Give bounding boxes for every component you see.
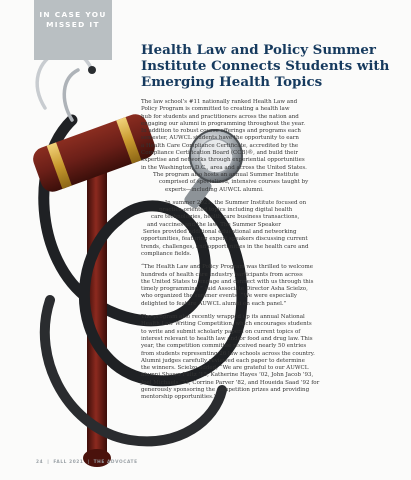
body-line: In summer 2021, the Summer Institute focused on <box>165 199 307 206</box>
body-line: mentorship opportunities.” <box>141 394 217 401</box>
section-tag <box>34 0 112 60</box>
body-line: care technologies, health care business transactions, <box>151 214 300 221</box>
body-line: to write and submit scholarly papers on current topics of <box>141 328 301 335</box>
body-line: Alumni judges carefully reviewed each paper to determine <box>141 357 305 364</box>
body-line: trends, challenges, and opportunities in the health care and <box>141 243 309 250</box>
body-line: experts—including AUWCL alumni. <box>165 186 264 193</box>
body-line: and vaccines and the law. The Summer Speaker <box>147 221 281 228</box>
publication-name: THE ADVOCATE <box>93 460 138 465</box>
headline-line2: Institute Connects Students with <box>141 58 390 74</box>
body-line: in the Washington, D.C., area and across the United States. <box>141 164 307 171</box>
body-line: timely programming,” said Associate Director Asha Scielzo, <box>141 286 308 293</box>
body-line: Joel Michaels ’75, Corrine Parver ’82, and Houeida Saad ’92 for <box>141 379 320 386</box>
body-line: practice-oriented topics including digital health <box>159 207 293 214</box>
body-line: semester, AUWCL students have the opportunity to earn <box>141 135 299 142</box>
footer-separator: | <box>87 460 90 465</box>
body-line: opportunities, featuring expert speakers discussing current <box>141 236 308 243</box>
body-line: delighted to feature AUWCL alumni on each panel.” <box>141 300 287 307</box>
body-line: the winners. Scielzo added, “We are grateful to our AUWCL <box>141 365 309 372</box>
body-line: hundreds of health care industry participants from across <box>141 271 303 278</box>
body-line: a Health Care Compliance Certificate, accredited by the <box>141 142 299 149</box>
body-line: In addition to robust course offerings and programs each <box>141 128 301 135</box>
body-line: The program also hosts an annual Summer Institute <box>153 171 299 178</box>
body-line: expertise and networks through experiential opportunities <box>141 157 305 164</box>
ear-tip-right <box>88 66 96 74</box>
section-tag-line1: IN CASE YOU <box>39 10 107 19</box>
body-line: Policy Program is committed to creating a health law <box>141 106 290 113</box>
body-line: compliance fields. <box>141 250 192 257</box>
stethoscope-ear-tube-right <box>64 70 78 120</box>
paragraph-1 <box>141 99 399 194</box>
footer-separator: | <box>47 460 50 465</box>
body-line: from students representing 26 law schools across the country. <box>141 350 315 357</box>
section-tag-line2: MISSED IT <box>46 20 100 29</box>
issue-label: FALL 2021 <box>53 460 84 465</box>
article-body <box>141 99 399 408</box>
body-line: “The Health Law and Policy Program was thrilled to welcome <box>141 264 313 271</box>
body-line: who organized the summer events. “We were especially <box>141 293 298 300</box>
body-line: Series provided additional educational and networking <box>143 229 297 236</box>
body-line: year, the competition committee received nearly 50 entries <box>141 343 307 350</box>
body-line: interest relevant to health law and/or food and drug law. This <box>141 335 313 342</box>
body-line: alumni Shawn Fultz ’15, Katherine Hayes ’02, John Jacob ’93, <box>141 372 314 379</box>
body-line: hub for students and practitioners across the nation and <box>141 113 299 120</box>
body-line: the United States to engage and connect with us through this <box>141 278 314 285</box>
article-headline <box>141 42 403 90</box>
paragraph-4 <box>141 314 399 402</box>
headline-line1: Health Law and Policy Summer <box>141 42 376 58</box>
body-line: Health Law Writing Competition, which encourages students <box>141 321 312 328</box>
body-line: comprised of specialized, intensive courses taught by <box>159 179 309 186</box>
headline-line3: Emerging Health Topics <box>141 74 323 90</box>
paragraph-2 <box>141 200 399 258</box>
body-line: The law school’s #11 nationally ranked Health Law and <box>141 99 298 105</box>
page-number: 24 <box>36 460 44 465</box>
paragraph-3 <box>141 264 399 308</box>
page-footer <box>36 460 138 465</box>
body-line: Compliance Certification Board (CCB)®, and build their <box>141 150 298 157</box>
body-line: generously sponsoring the competition prizes and providing <box>141 386 310 393</box>
body-line: engaging our alumni in programming throughout the year. <box>141 120 305 127</box>
body-line: The program also recently wrapped up its annual National <box>141 314 305 321</box>
